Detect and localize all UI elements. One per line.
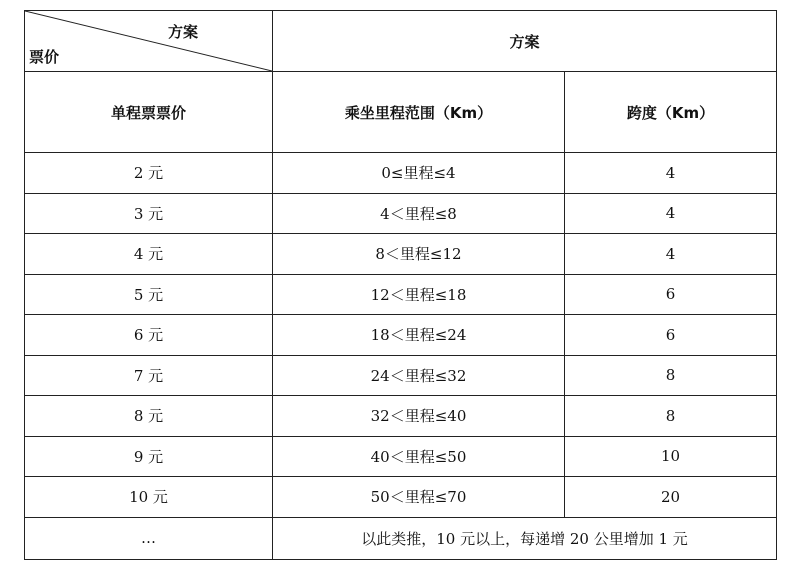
plan-title: 方案 [273, 11, 777, 72]
col-header-price: 单程票票价 [25, 72, 273, 153]
diagonal-divider [25, 11, 272, 71]
range-cell: 24＜里程≤32 [273, 355, 565, 396]
range-cell: 0≤里程≤4 [273, 153, 565, 194]
range-cell: 12＜里程≤18 [273, 274, 565, 315]
range-cell: 8＜里程≤12 [273, 234, 565, 275]
table-row [25, 153, 777, 194]
table-row [25, 315, 777, 356]
col-header-range: 乘坐里程范围（Km） [273, 72, 565, 153]
price-cell: 4 元 [25, 234, 273, 275]
corner-label-plan: 方案 [167, 23, 198, 41]
range-cell: 50＜里程≤70 [273, 477, 565, 518]
span-cell: 4 [565, 153, 777, 194]
table-row [25, 234, 777, 275]
price-cell: 7 元 [25, 355, 273, 396]
range-cell: 40＜里程≤50 [273, 436, 565, 477]
price-cell: 5 元 [25, 274, 273, 315]
table-row [25, 355, 777, 396]
ellipsis-cell: … [25, 517, 273, 559]
footer-row [25, 517, 777, 559]
price-cell: 6 元 [25, 315, 273, 356]
span-cell: 8 [565, 355, 777, 396]
span-cell: 10 [565, 436, 777, 477]
table-row [25, 274, 777, 315]
range-cell: 4＜里程≤8 [273, 193, 565, 234]
price-cell: 10 元 [25, 477, 273, 518]
price-cell: 8 元 [25, 396, 273, 437]
span-cell: 4 [565, 193, 777, 234]
diagonal-header-cell [25, 11, 273, 72]
range-cell: 18＜里程≤24 [273, 315, 565, 356]
span-cell: 6 [565, 274, 777, 315]
price-cell: 9 元 [25, 436, 273, 477]
table-row [25, 396, 777, 437]
span-cell: 6 [565, 315, 777, 356]
span-cell: 4 [565, 234, 777, 275]
span-cell: 20 [565, 477, 777, 518]
span-cell: 8 [565, 396, 777, 437]
price-cell: 2 元 [25, 153, 273, 194]
table-row [25, 477, 777, 518]
price-cell: 3 元 [25, 193, 273, 234]
col-header-span: 跨度（Km） [565, 72, 777, 153]
range-cell: 32＜里程≤40 [273, 396, 565, 437]
header-row-1 [25, 11, 777, 72]
header-row-2 [25, 72, 777, 153]
fare-table [24, 10, 777, 560]
corner-label-fare: 票价 [29, 48, 60, 66]
rule-note: 以此类推，10 元以上，每递增 20 公里增加 1 元 [273, 517, 777, 559]
table-row [25, 193, 777, 234]
table-row [25, 436, 777, 477]
